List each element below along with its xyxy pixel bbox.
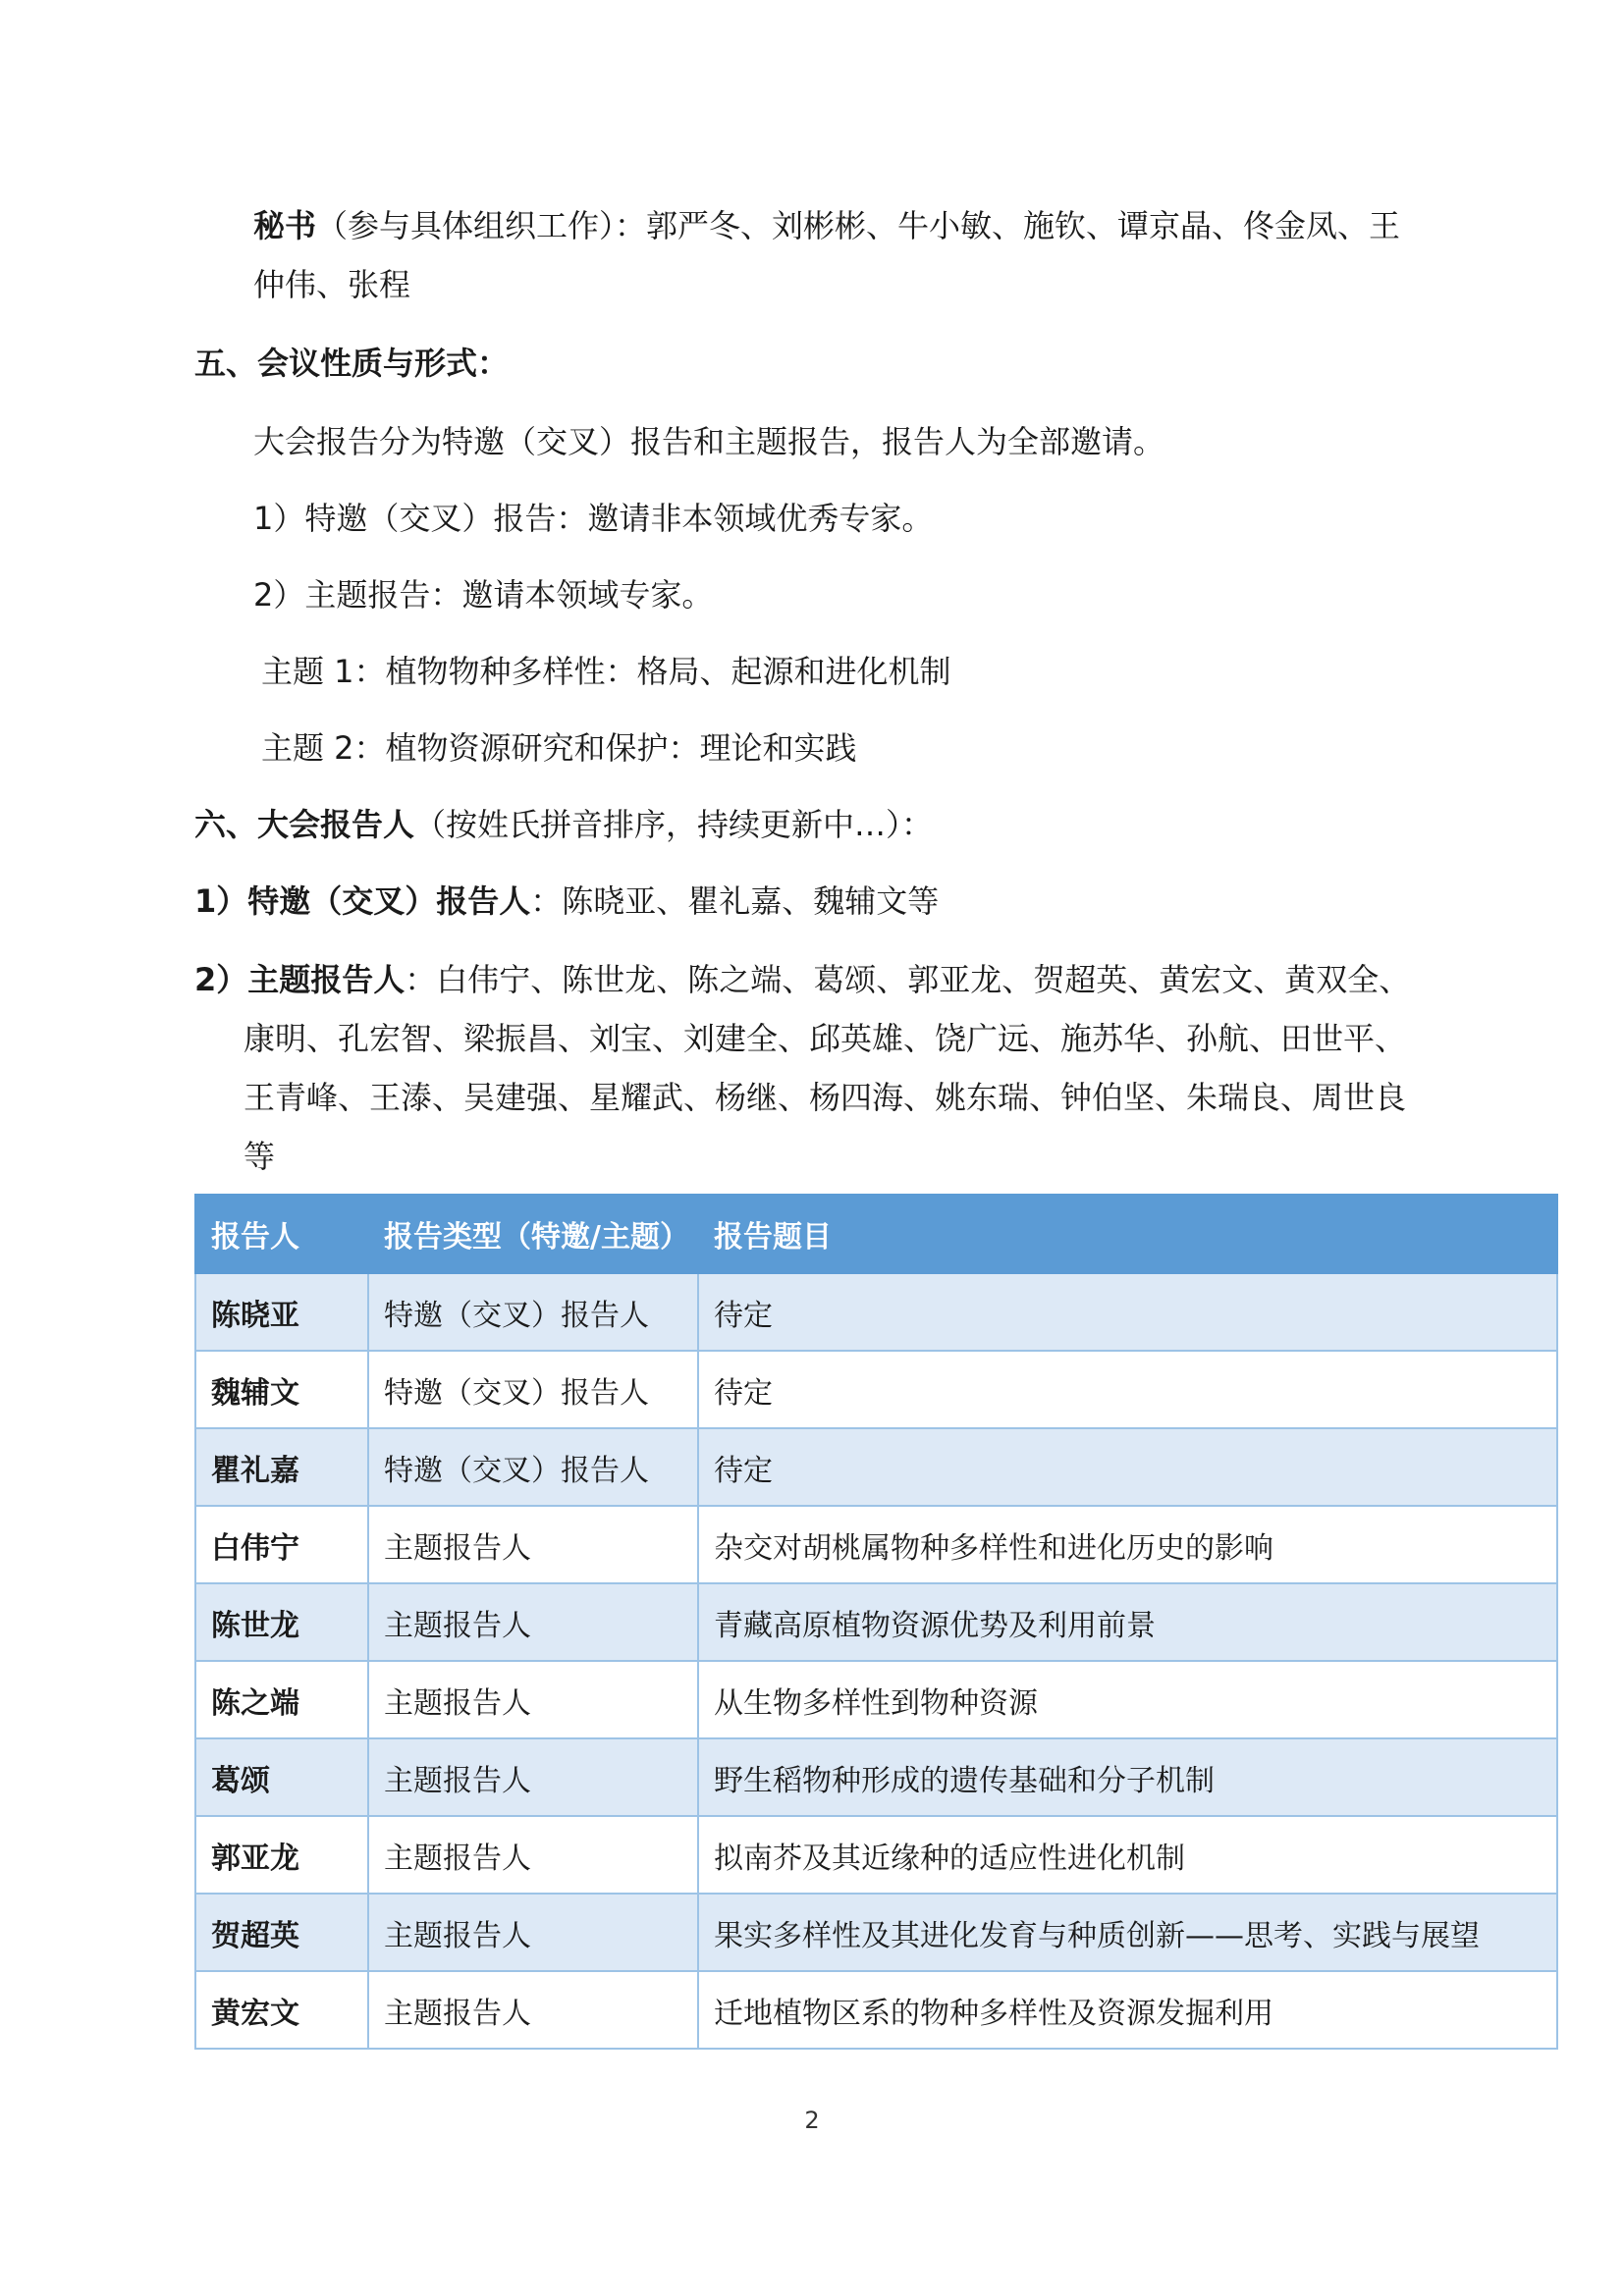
section6-heading-note: （按姓氏拼音排序，持续更新中…）： (414, 806, 934, 843)
section5-theme-1: 主题 1：植物物种多样性：格局、起源和进化机制 (261, 653, 951, 690)
secretary-label: 秘书 (253, 207, 317, 244)
report-title: 迁地植物区系的物种多样性及资源发掘利用 (698, 1971, 1557, 2049)
speaker-name: 贺超英 (195, 1894, 368, 1971)
table-header-row (195, 1195, 1557, 1273)
report-title: 待定 (698, 1273, 1557, 1351)
table-row (195, 1583, 1557, 1661)
report-type: 特邀（交叉）报告人 (368, 1428, 698, 1506)
report-type: 主题报告人 (368, 1661, 698, 1738)
report-type: 主题报告人 (368, 1506, 698, 1583)
section5-intro: 大会报告分为特邀（交叉）报告和主题报告，报告人为全部邀请。 (253, 423, 1165, 460)
report-type: 主题报告人 (368, 1583, 698, 1661)
speaker-name: 黄宏文 (195, 1971, 368, 2049)
table-row (195, 1661, 1557, 1738)
report-type: 主题报告人 (368, 1816, 698, 1894)
section5-heading: 五、会议性质与形式： (194, 345, 510, 382)
table-row (195, 1428, 1557, 1506)
keynote-speakers-names-1: ：白伟宁、陈世龙、陈之端、葛颂、郭亚龙、贺超英、黄宏文、黄双全、 (405, 961, 1411, 998)
section5-item-1: 1）特邀（交叉）报告：邀请非本领域优秀专家。 (253, 500, 934, 537)
report-title: 野生稻物种形成的遗传基础和分子机制 (698, 1738, 1557, 1816)
report-type: 特邀（交叉）报告人 (368, 1351, 698, 1428)
secretary-line-1 (253, 204, 1400, 247)
speakers-table (194, 1194, 1558, 2050)
keynote-speakers-line-4: 等 (244, 1138, 276, 1175)
keynote-speakers-line-2: 康明、孔宏智、梁振昌、刘宝、刘建全、邱英雄、饶广远、施苏华、孙航、田世平、 (244, 1020, 1407, 1057)
table-row (195, 1351, 1557, 1428)
secretary-text: （参与具体组织工作）：郭严冬、刘彬彬、牛小敏、施钦、谭京晶、佟金凤、王 (316, 207, 1401, 244)
secretary-line-2: 仲伟、张程 (253, 266, 411, 303)
section5-theme-2: 主题 2：植物资源研究和保护：理论和实践 (261, 729, 857, 767)
keynote-speakers-line-1 (194, 958, 1410, 1001)
keynote-speakers-label: 2）主题报告人 (194, 961, 406, 998)
keynote-speakers-line-3: 王青峰、王溙、吴建强、星耀武、杨继、杨四海、姚东瑞、钟伯坚、朱瑞良、周世良 (244, 1079, 1407, 1116)
table-row (195, 1816, 1557, 1894)
invited-speakers-names: ：陈晓亚、瞿礼嘉、魏辅文等 (530, 882, 940, 920)
report-title: 杂交对胡桃属物种多样性和进化历史的影响 (698, 1506, 1557, 1583)
report-type: 主题报告人 (368, 1894, 698, 1971)
table-row (195, 1738, 1557, 1816)
section6-heading (194, 803, 933, 846)
report-title: 青藏高原植物资源优势及利用前景 (698, 1583, 1557, 1661)
report-type: 主题报告人 (368, 1971, 698, 2049)
section6-heading-text: 六、大会报告人 (194, 806, 415, 843)
page-number: 2 (804, 2107, 820, 2134)
report-title: 果实多样性及其进化发育与种质创新——思考、实践与展望 (698, 1894, 1557, 1971)
speaker-name: 郭亚龙 (195, 1816, 368, 1894)
header-report-type: 报告类型（特邀/主题） (368, 1195, 698, 1273)
table-row (195, 1971, 1557, 2049)
speaker-name: 魏辅文 (195, 1351, 368, 1428)
invited-speakers-label: 1）特邀（交叉）报告人 (194, 882, 531, 920)
speaker-name: 白伟宁 (195, 1506, 368, 1583)
report-type: 特邀（交叉）报告人 (368, 1273, 698, 1351)
section5-item-2: 2）主题报告：邀请本领域专家。 (253, 576, 714, 614)
speaker-name: 瞿礼嘉 (195, 1428, 368, 1506)
report-title: 待定 (698, 1428, 1557, 1506)
report-title: 从生物多样性到物种资源 (698, 1661, 1557, 1738)
table-row (195, 1894, 1557, 1971)
table-row (195, 1273, 1557, 1351)
speaker-name: 陈之端 (195, 1661, 368, 1738)
header-speaker: 报告人 (195, 1195, 368, 1273)
header-report-title: 报告题目 (698, 1195, 1557, 1273)
speaker-name: 陈晓亚 (195, 1273, 368, 1351)
table-row (195, 1506, 1557, 1583)
report-type: 主题报告人 (368, 1738, 698, 1816)
speaker-name: 葛颂 (195, 1738, 368, 1816)
report-title: 待定 (698, 1351, 1557, 1428)
invited-speakers-line (194, 880, 939, 923)
report-title: 拟南芥及其近缘种的适应性进化机制 (698, 1816, 1557, 1894)
speaker-name: 陈世龙 (195, 1583, 368, 1661)
